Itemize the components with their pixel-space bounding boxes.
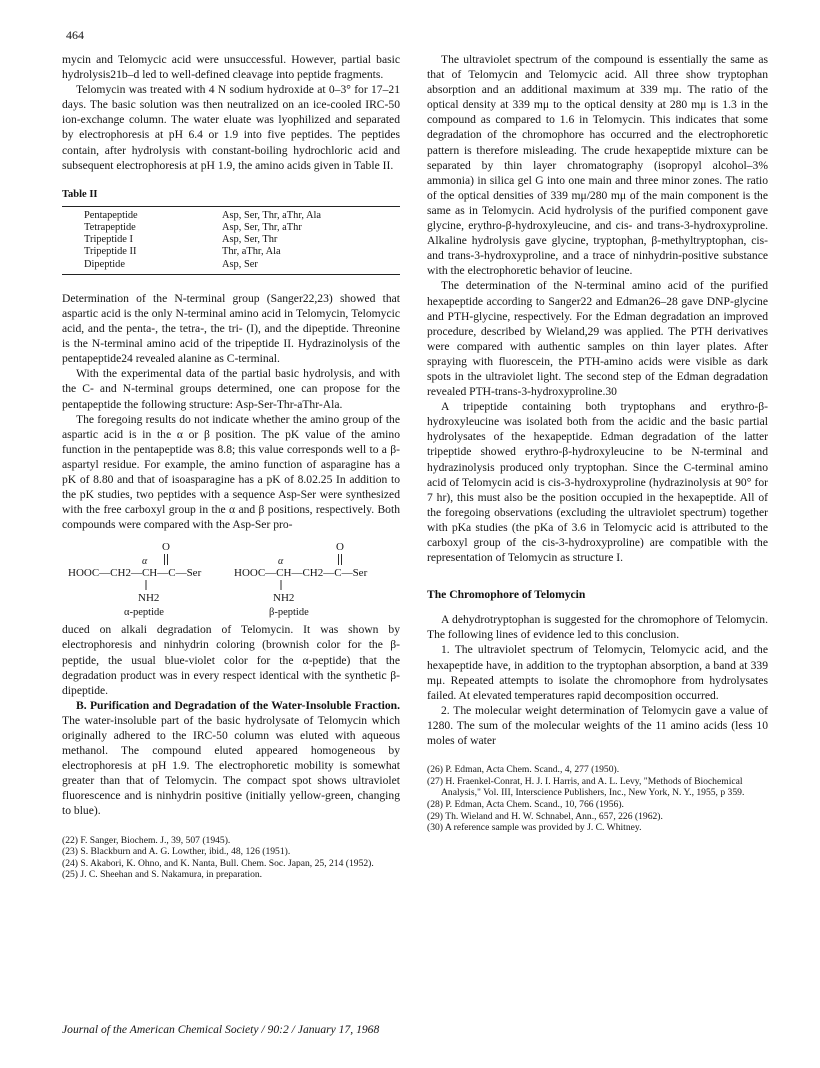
peptide-name: Pentapeptide [84,209,138,221]
left-paragraph-5: The foregoing results do not indicate whether the amino group of the aspartic acid is in the α or β position. The pK value of the amino function in the pentapeptide was 8.8; this value corresponds well to a β-aspartyl residue. For example, the amino function of asparagine has a pK of 8.80 and that of isoasparagine has a pK of 8.02.25 In addition to the pK studies, two peptides with a sequence Asp-Ser were synthesized with the free carboxyl group in the α and β positions, respectively. Both compounds were compared with the Asp-Ser pro- [62,412,400,532]
footnote-23: (23) S. Blackburn and A. G. Lowther, ibid., 48, 126 (1951). [62,846,291,858]
table-row [62,246,400,258]
section-b-body: The water-insoluble part of the basic hydrolysate of Telomycin which originally adhered to the IRC-50 column was eluted with aqueous methanol. The compound eluted appeared homogeneous by electrophoresis at pH 1.9. The electrophoretic mobility is somewhat greater than that of Telomycin. The compact spot shows ultraviolet fluorescence and is ninhydrin positive (initially yellow-green, changing to blue). [62,713,400,818]
table-row [62,222,400,234]
beta-peptide-label: β-peptide [269,607,309,619]
beta-carbonyl-oxygen: O [336,541,344,554]
footnote-25: (25) J. C. Sheehan and S. Nakamura, in preparation. [62,869,263,881]
alpha-amine-group: NH2 [138,592,160,605]
footnote-27: (27) H. Fraenkel-Conrat, H. J. I. Harris, and A. L. Levy, "Methods of Biochemical Analysis," Vol. III, Interscience Publishers, Inc., New York, N. Y., 1955, p 359. [427,775,745,799]
beta-position-mark: α [278,556,284,568]
alpha-peptide-chain: HOOC—CH2—CH—C—Ser [68,567,202,580]
left-footnotes [62,835,400,881]
footnote-29: (29) Th. Wieland and H. W. Schnabel, Ann., 657, 226 (1962). [427,810,663,822]
amino-acids: Asp, Ser, Thr [222,234,278,246]
table-title: Table II [62,188,98,200]
left-paragraph-3: Determination of the N-terminal group (Sanger22,23) showed that aspartic acid is the only N-terminal amino acid in Telomycin, Telomycic acid, and the penta-, the tetra-, the tri- (I), and the dipeptide. Threonine is the N-terminal amino acid of the tripeptide II. Hydrazinolysis of the pentapeptide24 revealed alanine as C-terminal. [62,291,400,366]
footnote-24: (24) S. Akabori, K. Ohno, and K. Nanta, Bull. Chem. Soc. Japan, 25, 214 (1952). [62,857,374,869]
left-paragraph-1: mycin and Telomycic acid were unsuccessful. However, partial basic hydrolysis21b–d led to well-defined cleavage into peptide fragments. [62,53,400,82]
left-column [62,52,400,881]
alpha-position-mark: α [142,556,148,568]
section-b-heading: B. Purification and Degradation of the Water-Insoluble Fraction. [76,698,400,712]
table-row [62,234,400,246]
right-paragraph-6: 2. The molecular weight determination of Telomycin gave a value of 1280. The sum of the molecular weights of the 11 amino acids (less 10 moles of water [427,703,768,748]
section-heading-chromophore: The Chromophore of Telomycin [427,588,586,602]
footnote-28: (28) P. Edman, Acta Chem. Scand., 10, 766 (1956). [427,798,624,810]
table-row [62,206,400,222]
right-paragraph-5: 1. The ultraviolet spectrum of Telomycin, Telomycic acid, and the hexapeptide have, in addition to the tryptophan absorption, a band at 339 mμ. Repeated attempts to isolate the chromophore from hydrolysates failed. At elevated temperatures rapid decomposition occurred. [427,643,768,702]
left-paragraph-4: With the experimental data of the partial basic hydrolysis, and with the C- and N-terminal groups determined, one can propose for the pentapeptide the following structure: Asp-Ser-Thr-aThr-Ala. [62,367,400,411]
alpha-peptide-label: α-peptide [124,607,164,619]
footnote-26: (26) P. Edman, Acta Chem. Scand., 4, 277 (1950). [427,764,620,776]
footnote-30: (30) A reference sample was provided by J. C. Whitney. [427,822,642,834]
beta-peptide-chain: HOOC—CH—CH2—C—Ser [234,567,368,580]
left-paragraph-7 [62,698,400,819]
journal-footer: Journal of the American Chemical Society / 90:2 / January 17, 1968 [62,1023,380,1036]
amino-acid-table [62,206,400,275]
right-paragraph-3: A tripeptide containing both tryptophans and erythro-β-hydroxyleucine was isolated both from the acidic and the basic partial hydrolysates of the hexapeptide. Edman degradation of the latter tripeptide showed erythro-β-hydroxyleucine to be N-terminal and hydrazinolysis produced only tryptophan. Since the C-terminal amino acid of Telomycin acid is cis-3-hydroxyproline (hydrazinolysis at 90° for 7 hr), this must also be the position occupied in the hexapeptide. All of the foregoing observations (excluding the ultraviolet spectrum) together with pKa studies (the pKa of 3.6 in Telomycic acid is attributed to the carboxyl group of the cis-3-hydroxyproline) are compatible with the representation of Telomycin as structure I. [427,400,768,565]
peptide-name: Dipeptide [84,258,125,270]
amino-acids: Asp, Ser [222,258,258,270]
right-paragraph-4: A dehydrotryptophan is suggested for the chromophore of Telomycin. The following lines of evidence led to this conclusion. [427,613,768,642]
right-footnotes [427,764,768,834]
peptide-name: Tetrapeptide [84,222,136,234]
peptide-name: Tripeptide I [84,234,133,246]
right-column [427,52,768,834]
alpha-carbonyl-oxygen: O [162,541,170,554]
amino-acids: Asp, Ser, Thr, aThr [222,222,302,234]
right-paragraph-2: The determination of the N-terminal amino acid of the purified hexapeptide according to Sanger22 and Edman26–28 gave DNP-glycine and PTH-glycine, respectively. For the Edman degradation an improved procedure, described by Wieland,29 was applied. The PTH derivatives were compared with authentic samples on thin layer plates. After spraying with fluorescein, the PTH-amino acids were visible as dark spots in the ultraviolet light. The second step of the Edman degradation revealed PTH-trans-3-hydroxyproline.30 [427,279,768,399]
amino-acids: Thr, aThr, Ala [222,246,281,258]
left-paragraph-2: Telomycin was treated with 4 N sodium hydroxide at 0–3° for 17–21 days. The basic solution was then neutralized on an ice-cooled IRC-50 ion-exchange column. The water eluate was lyophilized and separated by electrophoresis at pH 6.4 or 1.9 into five peptides. The peptides contain, after hydrolysis with constant-boiling hydrochloric acid and subsequent electrophoresis at pH 1.9, the amino acids given in Table II. [62,83,400,172]
amino-acids: Asp, Ser, Thr, aThr, Ala [222,209,321,221]
footnote-22: (22) F. Sanger, Biochem. J., 39, 507 (1945). [62,834,231,846]
table-row [62,259,400,275]
beta-amine-group: NH2 [273,592,295,605]
peptide-name: Tripeptide II [84,246,137,258]
right-paragraph-1: The ultraviolet spectrum of the compound is essentially the same as that of Telomycin and Telomycic acid. All three show tryptophan absorption and an additional maximum at 339 mμ. The ratio of the optical density at 339 mμ to the optical density at 280 mμ is 1.3 in the compound as compared to 1.6 in Telomycin. This indicates that some degradation of the chromophore has occurred and the electrophoretic pattern is therefore misleading. The crude hexapeptide mixture can be separated by thin layer chromatography (isopropyl alcohol–3% ammonia) in silica gel G into one main and three minor zones. The ratio of the optical densities of 339 mμ/280 mμ of the main component is the same as in Telomycin. Acid hydrolysis of the purified component gave glycine, erythro-β-hydroxyleucine, and cis- and trans-3-hydroxyproline. Alkaline hydrolysis gave glycine, tryptophan, β-methyltryptophan, cis- and trans-3-hydroxyproline, and a trace of ninhydrin-positive substance with the electrophoretic behavior of leucine. [427,53,768,278]
page-number: 464 [66,28,84,42]
peptide-structures [62,540,400,618]
left-paragraph-6: duced on alkali degradation of Telomycin. It was shown by electrophoresis and ninhydrin coloring (brownish color for the β-peptide, the usual blue-violet color for the α-peptide) that the degradation product was in every respect identical with the synthetic β-dipeptide. [62,623,400,697]
